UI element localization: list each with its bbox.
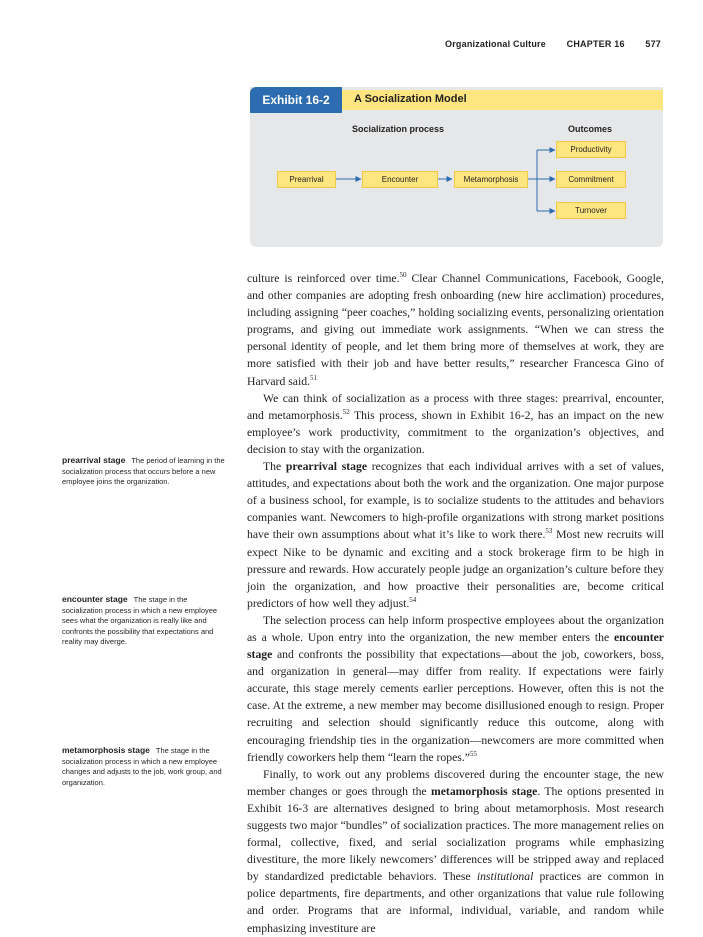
running-head [445,39,661,49]
glossary-term: prearrival stage [62,455,126,465]
page-number: 577 [645,39,661,49]
glossary-prearrival [62,455,230,488]
footnote-ref: 52 [342,407,350,416]
exhibit-title: A Socialization Model [354,93,467,105]
emphasis-institutional: institutional [476,870,534,884]
key-term-encounter: encounter stage [247,630,664,662]
paragraph-4: The selection process can help inform prospective employees about the organization as a whole. Upon entry into the organization, the new member enters the encounter stage and confronts the possibility that expectations—about the job, coworkers, boss, and organization in general—may differ from reality. If expectations were fairly accurate, this stage merely cements earlier perceptions. However, often this is not the case. At the extreme, a new member may become disillusioned enough to resign. Proper recruiting and selection should significantly reduce this outcome, along with encouraging friendship ties in the organization—newcomers are more committed when friendly coworkers help them “learn the ropes.”$^{55}$ [247,613,664,764]
glossary-definition: The stage in the socialization process in which a new employee changes and adjusts to the job, work group, and organization. [62,746,222,787]
footnote-ref: 53 [545,527,553,536]
outcome-box-turnover: Turnover [556,202,626,219]
glossary-metamorphosis [62,745,230,788]
footnote-ref: 55 [469,749,477,758]
stage-box-encounter: Encounter [362,171,438,188]
glossary-encounter [62,594,230,648]
outcome-box-commitment: Commitment [556,171,626,188]
key-term-metamorphosis: metamorphosis stage [431,784,538,798]
paragraph-1: culture is reinforced over time.$^{50}$ Clear Channel Communications, Facebook, Google, and other companies are adopting fresh onboarding (new hire acclimation) procedures, including assigning “peer coaches,” holding socializing events, personalizing orientation programs, and giving out immediate work assignments. “When we can stress the personal identity of people, and let them bring more of themselves at work, they are more satisfied with their job and have better results,” researcher Francesca Gino of Harvard said.$^{51}$ [247,271,664,388]
footnote-ref: 54 [409,595,417,604]
glossary-definition: The period of learning in the socialization process that occurs before a new employee joins the organization. [62,456,225,487]
outcome-box-productivity: Productivity [556,141,626,158]
paragraph-3: The prearrival stage recognizes that each individual arrives with a set of values, attitudes, and expectations about both the work and the organization. One major purpose of a business school, for example, is to socialize students to the attitudes and behaviors companies want. Newcomers to high-profile organizations with strong market positions have their own assumptions about what it’s like to work there.$^{53}$ Most new recruits will expect Nike to be dynamic and exciting and a stock brokerage firm to be high in pressure and rewards. How accurately people judge an organization’s culture before they join the organization, and how proactive their personalities are, become critical predictors of how well they adjust.$^{54}$ [247,460,665,610]
key-term-prearrival: prearrival stage [285,460,368,474]
outcomes-heading: Outcomes [568,124,613,134]
glossary-term: metamorphosis stage [62,745,150,755]
glossary-term: encounter stage [62,594,128,604]
stage-box-prearrival: Prearrival [277,171,336,188]
glossary-definition: The stage in the socialization process in which a new employee sees what the organization is really like and confronts the possibility that expectations and reality may diverge. [62,595,218,647]
body-text [247,270,664,937]
stage-box-metamorphosis: Metamorphosis [454,171,528,188]
running-head-chapter: CHAPTER 16 [566,39,625,49]
exhibit-label: Exhibit 16-2 [250,87,342,113]
process-heading: Socialization process [352,124,445,134]
flow-arrows [250,87,663,247]
paragraph-5: Finally, to work out any problems discovered during the encounter stage, the new member changes or goes through the metamorphosis stage. The options presented in Exhibit 16-3 are alternatives designed to bring about metamorphosis. Most research suggests two major “bundles” of socialization practices. The more management relies on formal, collective, fixed, and serial socialization programs while emphasizing divestiture, the more likely newcomers’ differences will be stripped away and replaced by standardized predictable behaviors. These institutional practices are common in police departments, fire departments, and other organizations that value rule following and order. Programs that are informal, individual, variable, and random while emphasizing investiture are [247,767,664,935]
exhibit-figure [250,87,663,247]
footnote-ref: 51 [309,373,317,382]
running-head-section: Organizational Culture [445,39,546,49]
footnote-ref: 50 [399,271,407,279]
paragraph-2: We can think of socialization as a process with three stages: prearrival, encounter, and metamorphosis.$^{52}$ This process, shown in Exhibit 16-2, has an impact on the new employee’s work productivity, commitment to the organization’s objectives, and decision to stay with the organization. [247,391,665,456]
